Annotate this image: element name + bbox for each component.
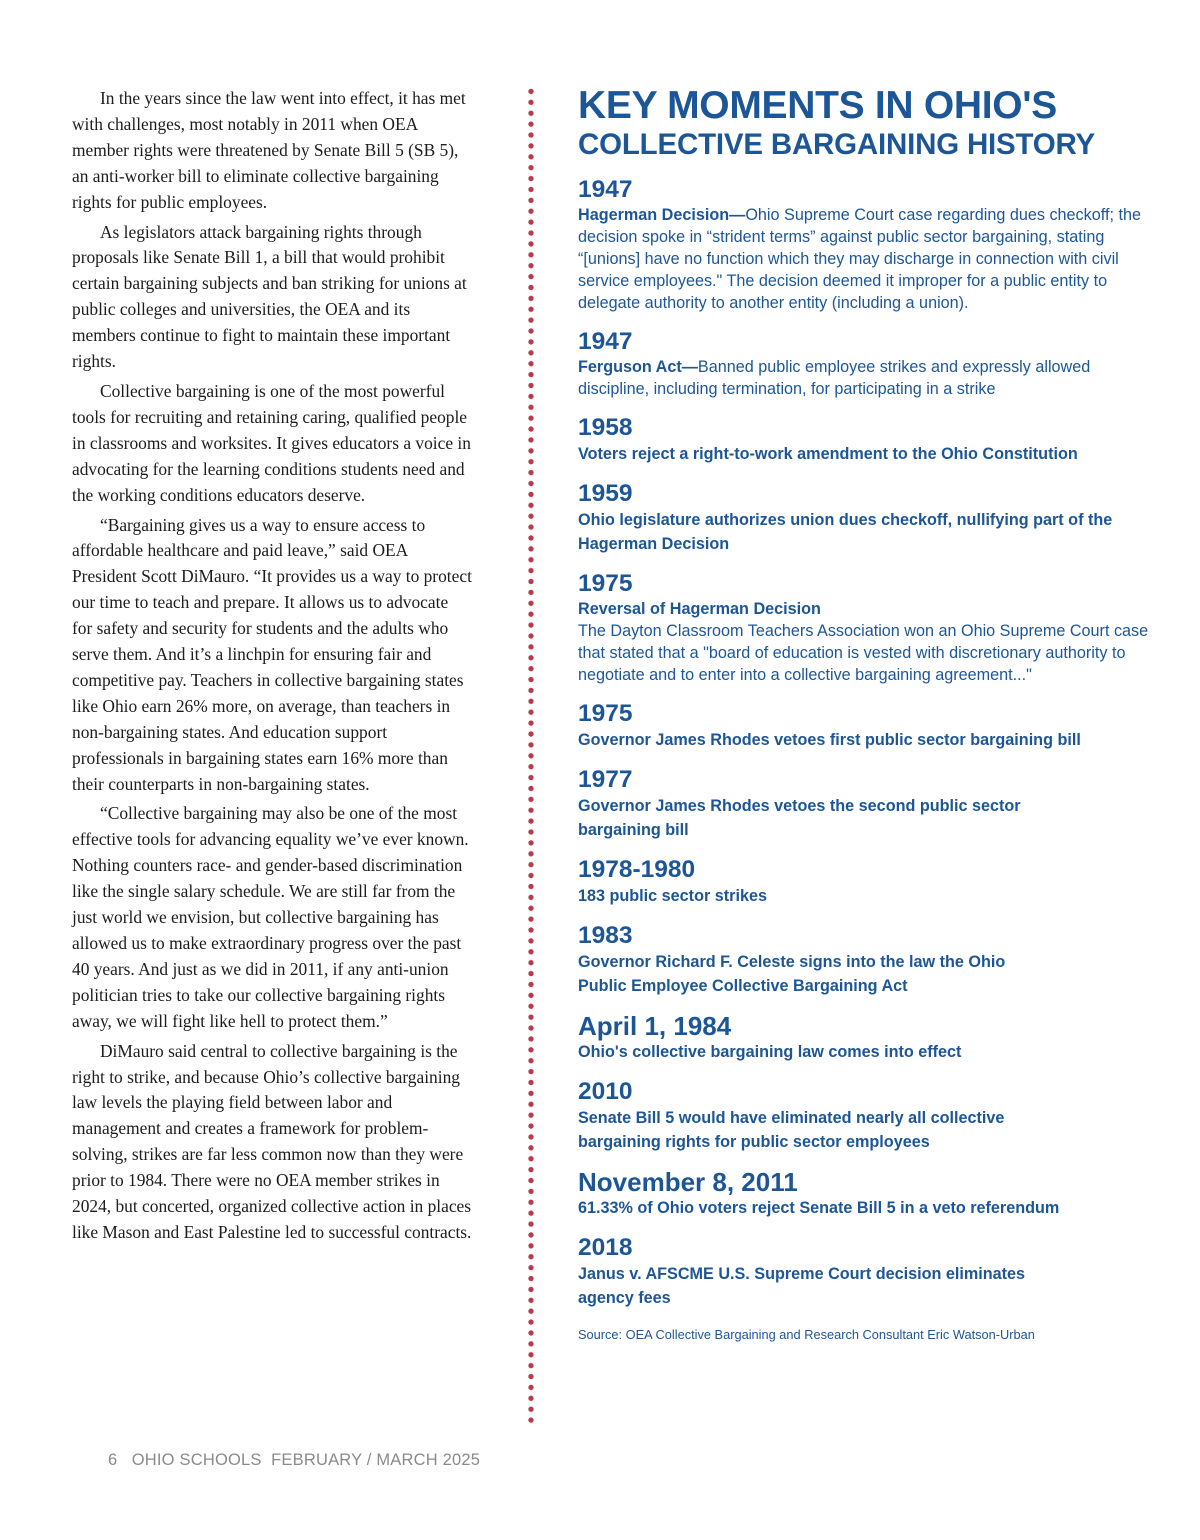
event-description — [578, 356, 1158, 400]
event-description: Governor James Rhodes vetoes first public sector bargaining bill — [578, 731, 1081, 749]
event-year: 2010 — [578, 1078, 633, 1105]
timeline-event — [578, 1078, 1158, 1154]
event-year: 1978-1980 — [578, 856, 696, 883]
timeline-event — [578, 922, 1158, 998]
article-paragraph: In the years since the law went into effect, it has met with challenges, most notably in 2011 when OEA member rights were threatened by Senate Bill 5 (SB 5), an anti-worker bill to eliminate collective bargaining rights for public employees. — [72, 88, 466, 212]
source-credit: Source: OEA Collective Bargaining and Research Consultant Eric Watson-Urban — [578, 1327, 1035, 1342]
event-year: 1959 — [578, 480, 633, 507]
event-year: 1977 — [578, 766, 633, 793]
event-year: 1958 — [578, 414, 633, 441]
timeline-event — [578, 328, 1158, 400]
event-description — [578, 204, 1158, 314]
event-year: April 1, 1984 — [578, 1011, 732, 1041]
dotted-divider — [526, 86, 536, 1426]
timeline-title: KEY MOMENTS IN OHIO'S — [578, 84, 1057, 127]
event-label: Ferguson Act— — [578, 358, 698, 376]
event-text: Ohio Supreme Court case regarding dues checkoff; the decision spoke in “strident terms” against public sector bargaining, stating “[unions] have no function which they may discharge in connection with civil service employees." The decision deemed it improper for a public entity to delegate authority to another entity (including a union). — [578, 206, 1141, 312]
article-paragraph: Collective bargaining is one of the most powerful tools for recruiting and retaining caring, qualified people in classrooms and worksites. It gives educators a voice in advocating for the learning conditions students need and the working conditions educators deserve. — [72, 380, 471, 505]
event-description: Janus v. AFSCME U.S. Supreme Court decision eliminates agency fees — [578, 1265, 1026, 1307]
article-body — [72, 86, 472, 1250]
event-year: 1947 — [578, 328, 633, 355]
event-text: Banned public employee strikes and expressly allowed discipline, including termination, for participating in a strike — [578, 358, 1091, 398]
event-description: Senate Bill 5 would have eliminated nearly all collective bargaining rights for public sector employees — [578, 1109, 1005, 1151]
event-description: Voters reject a right-to-work amendment to the Ohio Constitution — [578, 445, 1078, 463]
event-description: 61.33% of Ohio voters reject Senate Bill 5 in a veto referendum — [578, 1199, 1060, 1217]
event-year: 1947 — [578, 176, 633, 203]
publication-name: OHIO SCHOOLS FEBRUARY / MARCH 2025 — [131, 1451, 481, 1469]
event-label: Reversal of Hagerman Decision — [578, 600, 821, 618]
timeline-event — [578, 570, 1158, 686]
event-description: 183 public sector strikes — [578, 887, 767, 905]
timeline-event — [578, 856, 1158, 908]
event-description — [578, 598, 1158, 686]
event-year: 2018 — [578, 1234, 633, 1261]
timeline-event — [578, 1234, 1158, 1310]
timeline-event — [578, 176, 1158, 314]
event-description: Governor James Rhodes vetoes the second public sector bargaining bill — [578, 797, 1021, 839]
timeline-subtitle: COLLECTIVE BARGAINING HISTORY — [578, 128, 1096, 161]
event-description: Governor Richard F. Celeste signs into the law the Ohio Public Employee Collective Bargaining Act — [578, 953, 1006, 995]
event-text: The Dayton Classroom Teachers Association won an Ohio Supreme Court case that stated that a "board of education is vested with discretionary authority to negotiate and to enter into a collective bargaining agreement..." — [578, 622, 1149, 684]
article-paragraph: “Collective bargaining may also be one of the most effective tools for advancing equality we’ve ever known. Nothing counters race- and gender-based discrimination like the single salary schedule. We are still far from the just world we envision, but collective bargaining has allowed us to make extraordinary progress over the past 40 years. And just as we did in 2011, if any anti-union politician tries to take our collective bargaining rights away, we will fight like hell to protect them.” — [72, 803, 469, 1031]
timeline-event — [578, 414, 1158, 466]
article-paragraph: DiMauro said central to collective bargaining is the right to strike, and because Ohio’s collective bargaining law levels the playing field between labor and management and creates a framework for problem-solving, strikes are far less common now than they were prior to 1984. There were no OEA member strikes in 2024, but concerted, organized collective action in places like Mason and East Palestine led to successful contracts. — [72, 1040, 472, 1242]
timeline-event — [578, 480, 1158, 556]
event-year: 1983 — [578, 922, 633, 949]
timeline-event — [578, 766, 1158, 842]
article-paragraph: “Bargaining gives us a way to ensure access to affordable healthcare and paid leave,” said OEA President Scott DiMauro. “It provides us a way to protect our time to teach and prepare. It allows us to advocate for safety and security for students and the adults who serve them. And it’s a linchpin for ensuring fair and competitive pay. Teachers in collective bargaining states like Ohio earn 26% more, on average, than teachers in non-bargaining states. And education support professionals in bargaining states earn 16% more than their counterparts in non-bargaining states. — [72, 514, 472, 794]
timeline-event — [578, 700, 1158, 752]
article-paragraph: As legislators attack bargaining rights through proposals like Senate Bill 1, a bill that would prohibit certain bargaining subjects and ban striking for unions at public colleges and universities, the OEA and its members continue to fight to maintain these important rights. — [72, 221, 467, 372]
page-footer — [108, 1451, 480, 1470]
event-year: November 8, 2011 — [578, 1167, 798, 1197]
timeline-event — [578, 1012, 1158, 1064]
event-year: 1975 — [578, 700, 633, 727]
event-description: Ohio legislature authorizes union dues checkoff, nullifying part of the Hagerman Decision — [578, 511, 1113, 553]
page-number: 6 — [108, 1451, 118, 1469]
timeline-event — [578, 1168, 1158, 1220]
timeline-sidebar — [578, 84, 1158, 1344]
event-year: 1975 — [578, 570, 633, 597]
event-description: Ohio's collective bargaining law comes into effect — [578, 1043, 962, 1061]
event-label: Hagerman Decision— — [578, 206, 746, 224]
